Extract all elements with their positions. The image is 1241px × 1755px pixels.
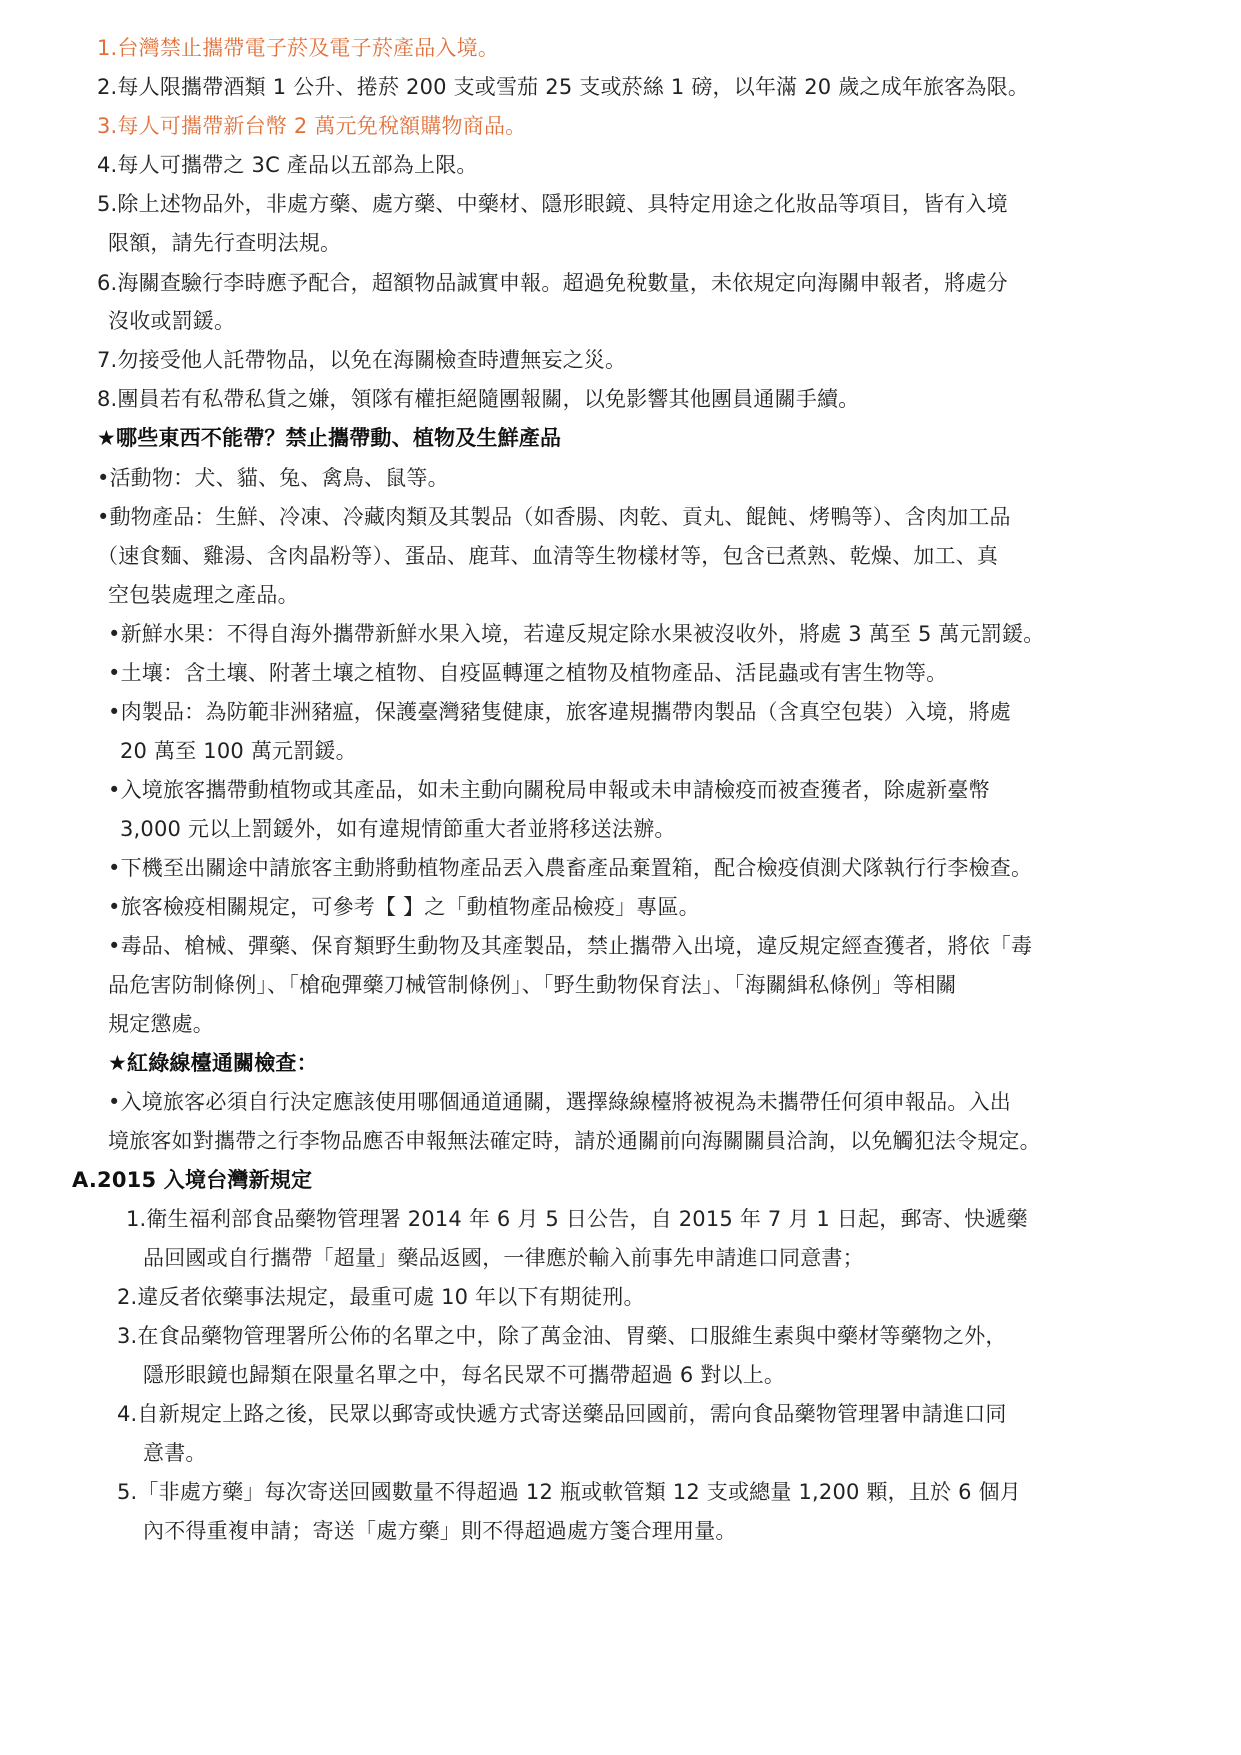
notice-item-5-cont: 限額，請先行查明法規。 [108,231,342,255]
notice-item-4: 4.每人可攜帶之 3C 產品以五部為上限。 [97,153,478,177]
prohibited-line-4: 空包裝處理之產品。 [108,583,299,607]
section-a-line-4: 3.在食品藥物管理署所公佈的名單之中，除了萬金油、胃藥、口服維生素與中藥材等藥物之外， [117,1324,1007,1348]
section-a-line-1: 1.衛生福利部食品藥物管理署 2014 年 6 月 5 日公告，自 2015 年 7 月 1 日起，郵寄、快遞藥 [126,1207,1028,1231]
section-a-heading: A.2015 入境台灣新規定 [72,1168,313,1192]
section-a-line-5: 隱形眼鏡也歸類在限量名單之中，每名民眾不可攜帶超過 6 對以上。 [143,1363,786,1387]
redgreen-line-1: •入境旅客必須自行決定應該使用哪個通道通關，選擇綠線檯將被視為未攜帶任何須申報品。入出 [108,1090,1011,1114]
section-a-line-7: 意書。 [143,1441,207,1465]
notice-item-7: 7.勿接受他人託帶物品，以免在海關檢查時遭無妄之災。 [97,348,627,372]
notice-item-6-cont: 沒收或罰鍰。 [108,309,236,333]
section-a-line-3: 2.違反者依藥事法規定，最重可處 10 年以下有期徒刑。 [117,1285,645,1309]
notice-item-3: 3.每人可攜帶新台幣 2 萬元免稅額購物商品。 [97,114,527,138]
prohibited-line-7: •肉製品：為防範非洲豬瘟，保護臺灣豬隻健康，旅客違規攜帶肉製品（含真空包裝）入境，將處 [108,700,1011,724]
notice-item-8: 8.團員若有私帶私貨之嫌，領隊有權拒絕隨團報關，以免影響其他團員通關手續。 [97,387,860,411]
prohibited-line-9: •入境旅客攜帶動植物或其產品，如未主動向關稅局申報或未申請檢疫而被查獲者，除處新臺幣 [108,778,990,802]
notice-item-6: 6.海關查驗行李時應予配合，超額物品誠實申報。超過免稅數量，未依規定向海關申報者，將處分 [97,271,1008,295]
section-a-line-9: 內不得重複申請；寄送「處方藥」則不得超過處方箋合理用量。 [143,1519,737,1543]
prohibited-line-5: •新鮮水果：不得自海外攜帶新鮮水果入境，若違反規定除水果被沒收外，將處 3 萬至 5 萬元罰鍰。 [108,622,1045,646]
prohibited-line-1: •活動物：犬、貓、兔、禽鳥、鼠等。 [97,466,449,490]
notice-item-2: 2.每人限攜帶酒類 1 公升、捲菸 200 支或雪茄 25 支或菸絲 1 磅，以年滿 20 歲之成年旅客為限。 [97,75,1030,99]
prohibited-line-3: （速食麵、雞湯、含肉晶粉等）、蛋品、鹿茸、血清等生物樣材等，包含已煮熟、乾燥、加工、真 [97,544,999,568]
notice-item-1: 1.台灣禁止攜帶電子菸及電子菸產品入境。 [97,36,500,60]
notice-item-5: 5.除上述物品外，非處方藥、處方藥、中藥材、隱形眼鏡、具特定用途之化妝品等項目，皆有入境 [97,192,1008,216]
prohibited-line-10: 3,000 元以上罰鍰外，如有違規情節重大者並將移送法辦。 [120,817,676,841]
section-a-line-6: 4.自新規定上路之後，民眾以郵寄或快遞方式寄送藥品回國前，需向食品藥物管理署申請進口同 [117,1402,1007,1426]
prohibited-line-11: •下機至出關途中請旅客主動將動植物產品丟入農畜產品棄置箱，配合檢疫偵測犬隊執行行李檢查。 [108,856,1033,880]
redgreen-line-2: 境旅客如對攜帶之行李物品應否申報無法確定時，請於通關前向海關關員洽詢，以免觸犯法令規定。 [108,1129,1041,1153]
prohibited-heading: ★哪些東西不能帶？禁止攜帶動、植物及生鮮產品 [97,426,562,450]
prohibited-line-6: •土壤：含土壤、附著土壤之植物、自疫區轉運之植物及植物產品、活昆蟲或有害生物等。 [108,661,948,685]
prohibited-line-15: 規定懲處。 [108,1012,214,1036]
prohibited-line-14: 品危害防制條例」、「槍砲彈藥刀械管制條例」、「野生動物保育法」、「海關緝私條例」等相關 [108,973,957,997]
prohibited-line-12: •旅客檢疫相關規定，可參考【 】之「動植物產品檢疫」專區。 [108,895,700,919]
section-a-line-8: 5.「非處方藥」每次寄送回國數量不得超過 12 瓶或軟管類 12 支或總量 1,200 顆，且於 6 個月 [117,1480,1021,1504]
section-a-line-2: 品回國或自行攜帶「超量」藥品返國，一律應於輸入前事先申請進口同意書； [143,1246,864,1270]
prohibited-line-2: •動物產品：生鮮、冷凍、冷藏肉類及其製品（如香腸、肉乾、貢丸、餛飩、烤鴨等）、含肉加工品 [97,505,1011,529]
prohibited-line-13: •毒品、槍械、彈藥、保育類野生動物及其產製品，禁止攜帶入出境，違反規定經查獲者，將依「毒 [108,934,1033,958]
redgreen-heading: ★紅綠線檯通關檢查： [108,1051,318,1075]
prohibited-line-8: 20 萬至 100 萬元罰鍰。 [120,739,357,763]
